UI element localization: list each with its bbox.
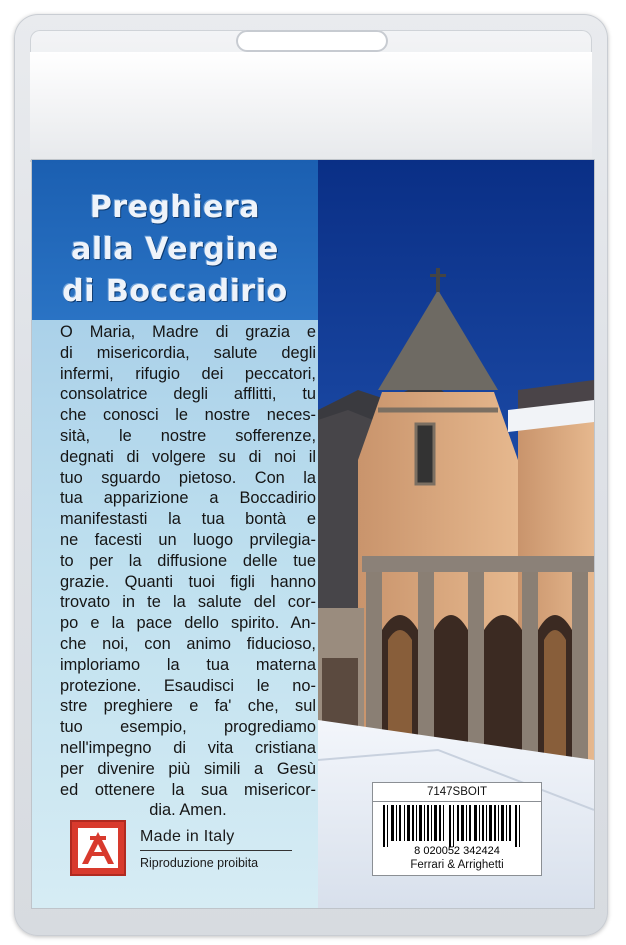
label-divider <box>373 801 541 802</box>
prayer-line: infermi, rifugio dei peccatori, <box>60 364 316 383</box>
prayer-line: nell'impegno di vita cristiana <box>60 738 316 757</box>
prayer-line: protezione. Esaudisci le no- <box>60 676 316 695</box>
prayer-line: degnati di volgere su di noi il <box>60 447 316 466</box>
prayer-line: tuo sguardo pietoso. Con la <box>60 468 316 487</box>
prayer-line: che noi, con animo fiducioso, <box>60 634 316 653</box>
prayer-body <box>60 322 316 821</box>
made-in-italy: Made in Italy <box>140 828 235 845</box>
fa-monogram-icon <box>78 828 118 868</box>
prayer-line: che conosci le nostre neces- <box>60 406 316 425</box>
divider <box>140 850 292 851</box>
prayer-line: consolatrice degli afflitti, tu <box>60 385 316 404</box>
prayer-card <box>32 160 594 908</box>
title-line-2: alla Vergine <box>71 232 279 267</box>
fa-logo-icon <box>70 820 126 876</box>
prayer-line: ne facesti un luogo prvilegia- <box>60 530 316 549</box>
prayer-line: di misericordia, salute degli <box>60 343 316 362</box>
prayer-line: grazie. Quanti tuoi figli hanno <box>60 572 316 591</box>
brand-name: Ferrari & Arrighetti <box>410 859 504 871</box>
prayer-line: manifestasti la tua bontà e <box>60 510 316 529</box>
prayer-line: to per la diffusione delle tue <box>60 551 316 570</box>
product-code: 7147SBOIT <box>426 786 488 798</box>
prayer-line: po e la pace dello spirito. An- <box>60 614 316 633</box>
prayer-line: ed ottenere la sua misericor- <box>60 780 316 799</box>
prayer-line: tuo esempio, progrediamo <box>60 718 316 737</box>
prayer-line: dia. Amen. <box>149 801 227 820</box>
prayer-line: imploriamo la tua materna <box>60 655 316 674</box>
hang-hole <box>236 30 388 52</box>
plastic-window <box>30 52 592 162</box>
text-panel <box>32 160 318 908</box>
title-line-1: Preghiera <box>89 190 261 225</box>
product-label <box>372 782 542 876</box>
barcode-icon <box>379 805 535 857</box>
barcode-digits: 8 020052 342424 <box>414 845 500 857</box>
prayer-line: trovato in te la salute del cor- <box>60 593 316 612</box>
prayer-line: stre preghiere e fa' che, sul <box>60 697 316 716</box>
title-box <box>32 160 318 320</box>
prayer-text <box>60 322 316 821</box>
copyright-note: Riproduzione proibita <box>140 856 259 870</box>
prayer-line: O Maria, Madre di grazia e <box>60 323 316 341</box>
prayer-line: per divenire più simili a Gesù <box>60 759 316 778</box>
prayer-line: sità, le nostre sofferenze, <box>60 426 316 445</box>
title-line-3: di Boccadirio <box>62 274 288 309</box>
prayer-line: tua apparizione a Boccadirio <box>60 489 316 508</box>
